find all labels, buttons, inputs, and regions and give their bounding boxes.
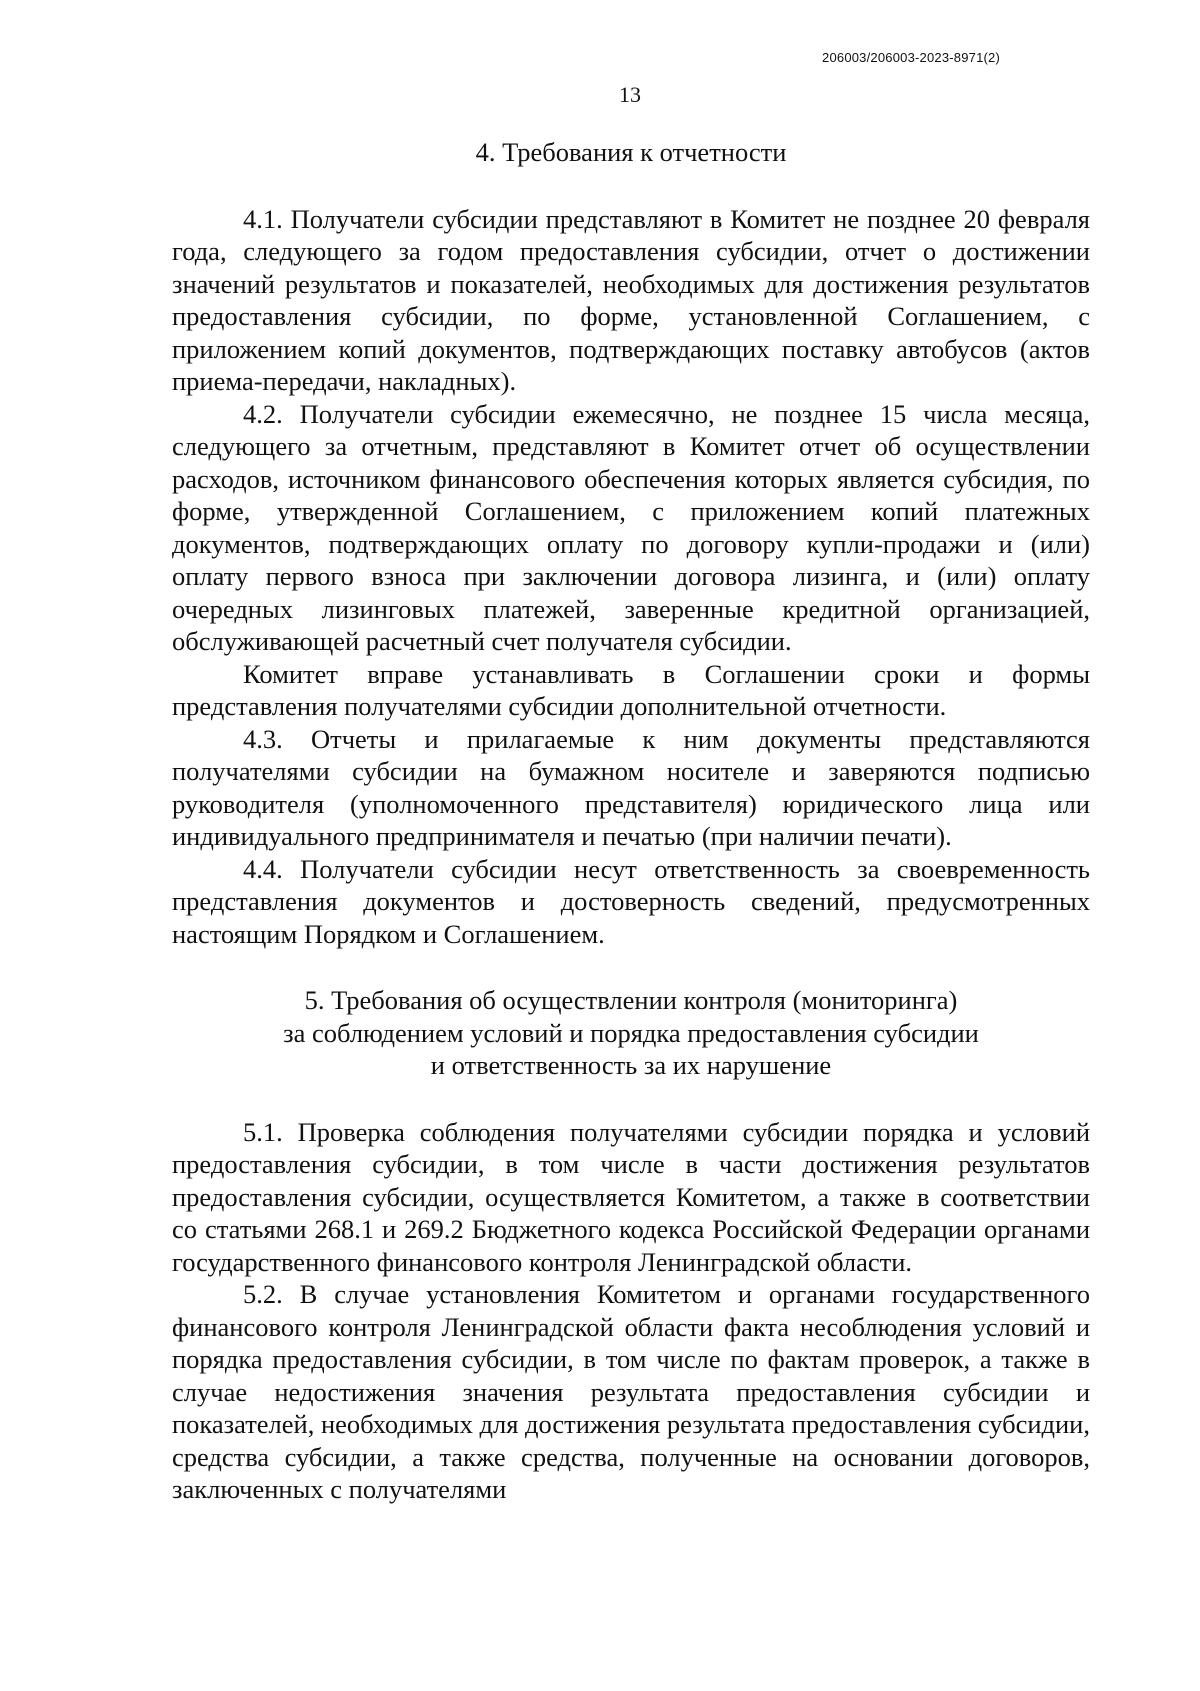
document-body: [172, 136, 1090, 1506]
document-registration-number: 206003/206003-2023-8971(2): [822, 50, 1000, 65]
paragraph-4-3: 4.3. Отчеты и прилагаемые к ним документы представляются получателями субсидии на бумажном носителе и заверяются подписью руководителя (уполномоченного представителя) юридического лица или индивидуального предпринимателя и печатью (при наличии печати).: [172, 723, 1090, 851]
paragraph-4-4: 4.4. Получатели субсидии несут ответственность за своевременность представления документов и достоверность сведений, предусмотренных настоящим Порядком и Соглашением.: [172, 853, 1090, 949]
section-5-heading: [172, 984, 1090, 1082]
paragraph-4-1: 4.1. Получатели субсидии представляют в Комитет не позднее 20 февраля года, следующего за годом предоставления субсидии, отчет о достижении значений результатов и показателей, необходимых для достижения результатов предоставления субсидии, по форме, установленной Соглашением, с приложением копий документов, подтверждающих поставку автобусов (актов приема-передачи, накладных).: [172, 203, 1090, 396]
paragraph-4-2: 4.2. Получатели субсидии ежемесячно, не позднее 15 числа месяца, следующего за отчетным, представляют в Комитет отчет об осуществлении расходов, источником финансового обеспечения которых является субсидия, по форме, утвержденной Соглашением, с приложением копий платежных документов, подтверждающих оплату по договору купли-продажи и (или) оплату первого взноса при заключении договора лизинга, и (или) оплату очередных лизинговых платежей, заверенные кредитной организацией, обслуживающей расчетный счет получателя субсидии.: [172, 398, 1090, 656]
section-4-heading: 4. Требования к отчетности: [475, 137, 787, 167]
paragraph-4-2-additional: Комитет вправе устанавливать в Соглашении сроки и формы представления получателями субсидии дополнительной отчетности.: [172, 658, 1090, 721]
paragraph-5-1: 5.1. Проверка соблюдения получателями субсидии порядка и условий предоставления субсидии, в том числе в части достижения результатов предоставления субсидии, осуществляется Комитетом, а также в соответствии со статьями 268.1 и 269.2 Бюджетного кодекса Российской Федерации органами государственного финансового контроля Ленинградской области.: [172, 1116, 1090, 1277]
section-5-heading-line: и ответственность за их нарушение: [430, 1050, 832, 1080]
section-5-heading-line: за соблюдением условий и порядка предоставления субсидии: [283, 1017, 979, 1048]
page-number: 13: [619, 82, 641, 107]
paragraph-5-2: 5.2. В случае установления Комитетом и органами государственного финансового контроля Ленинградской области факта несоблюдения условий и порядка предоставления субсидии, в том числе по фактам проверок, а также в случае недостижения значения результата предоставления субсидии и показателей, необходимых для достижения результата предоставления субсидии, средства субсидии, а также средства, полученные на основании договоров, заключенных с получателями: [172, 1279, 1090, 1504]
section-5-heading-line: 5. Требования об осуществлении контроля (мониторинга): [304, 985, 958, 1015]
